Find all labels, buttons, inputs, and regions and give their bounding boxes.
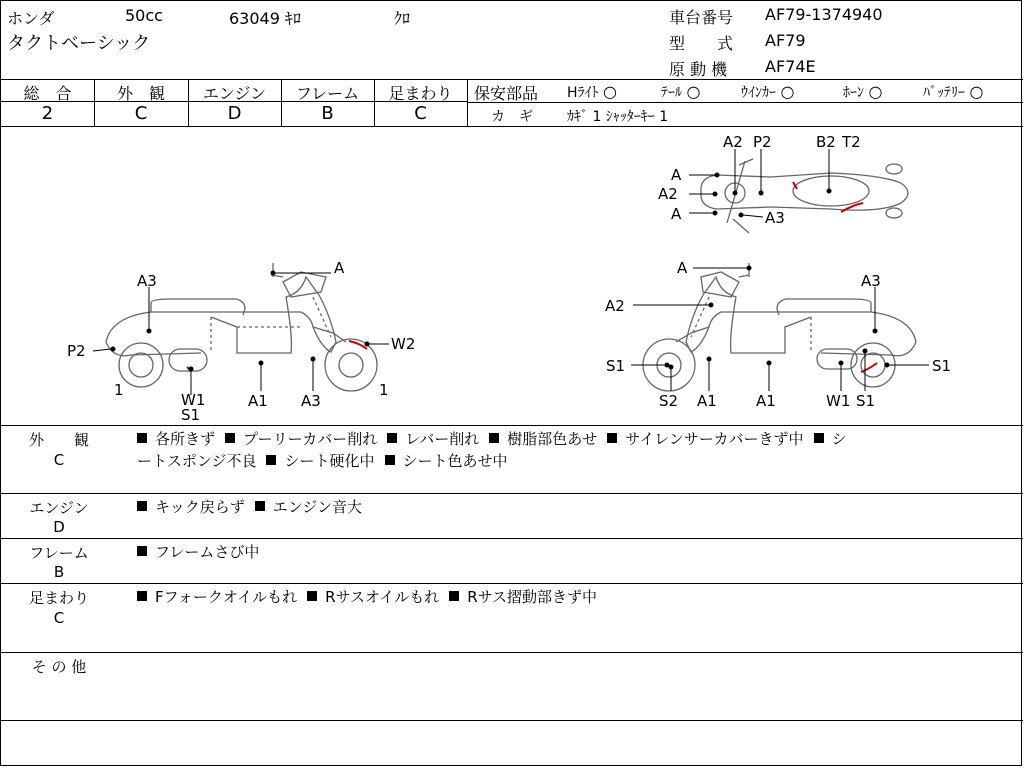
grade-engine-value: D xyxy=(227,103,242,124)
safety-battery: ﾊﾞｯﾃﾘｰ ○ xyxy=(923,82,984,101)
diagram-code: 1 xyxy=(379,381,389,399)
section-engine-grade: D xyxy=(53,518,65,536)
note-item: 各所きず xyxy=(137,430,215,448)
model-name: タクトベーシック xyxy=(7,33,151,54)
section-exterior-title: 外 観 xyxy=(28,431,89,449)
diagram-code: A3 xyxy=(301,392,321,410)
mileage: 63049 ｷﾛ xyxy=(229,9,301,28)
key-label: カ ギ xyxy=(491,109,533,125)
note-item: レバー削れ xyxy=(387,430,479,448)
divider xyxy=(1,538,1023,539)
section-other-title: そ の 他 xyxy=(31,658,87,676)
note-item: シート色あせ中 xyxy=(385,452,508,470)
diagram-code: W2 xyxy=(391,335,416,353)
diagram-code: S1 xyxy=(856,392,876,410)
grade-engine-label: エンジン xyxy=(202,84,267,103)
grade-frame-value: B xyxy=(321,103,334,124)
section-exterior-grade: C xyxy=(53,451,65,469)
diagram-code: A2 xyxy=(605,297,625,315)
key-value: ｶｷﾞ 1 ｼｬｯﾀｰｷｰ 1 xyxy=(567,109,669,125)
note-item: フレームさび中 xyxy=(137,543,259,561)
diagram-code: A xyxy=(334,259,345,277)
divider xyxy=(468,102,1023,103)
note-item: 樹脂部色あせ xyxy=(489,430,597,448)
section-suspension-grade: C xyxy=(53,609,65,627)
safety-taillight: ﾃｰﾙ ○ xyxy=(661,82,701,101)
right-leaders xyxy=(631,266,929,391)
diagram-code: A2 xyxy=(658,185,678,203)
note-item: キック戻らず xyxy=(137,498,245,516)
diagram-code: P2 xyxy=(753,133,772,151)
diagram-code: W1 xyxy=(826,392,851,410)
diagram-code: A xyxy=(677,259,688,277)
divider xyxy=(1,652,1023,653)
safety-headlight: Hﾗｲﾄ ○ xyxy=(567,82,617,101)
diagram-code: A xyxy=(671,205,682,223)
note-item: サイレンサーカバーきず中 xyxy=(607,430,803,448)
safety-winker: ｳｲﾝｶｰ ○ xyxy=(741,82,795,101)
section-frame-notes xyxy=(137,541,269,563)
grade-suspension-label: 足まわり xyxy=(388,84,453,103)
grade-exterior-label: 外 観 xyxy=(116,84,165,103)
section-frame-title: フレーム xyxy=(29,544,89,562)
chassis-value: AF79-1374940 xyxy=(765,5,883,24)
diagram-code: S1 xyxy=(606,357,626,375)
diagram-code: A xyxy=(671,166,682,184)
divider xyxy=(1,493,1023,494)
type-value: AF79 xyxy=(765,31,806,50)
grade-exterior-value: C xyxy=(134,103,148,124)
safety-horn: ﾎｰﾝ ○ xyxy=(843,82,883,101)
diagram-code: A3 xyxy=(765,209,785,227)
safety-label: 保安部品 xyxy=(474,84,539,103)
divider xyxy=(1,79,1023,80)
diagram-code: P2 xyxy=(67,342,86,360)
section-frame-grade: B xyxy=(53,563,65,581)
note-item: ートスポンジ不良 xyxy=(137,452,257,470)
note-item: エンジン音大 xyxy=(255,498,362,516)
note-item: Fフォークオイルもれ xyxy=(137,588,297,606)
type-label: 型 式 xyxy=(669,34,734,53)
diagram-code: A1 xyxy=(756,392,776,410)
diagram-code: A3 xyxy=(137,272,157,290)
diagram-code: S1 xyxy=(932,357,952,375)
diagram-code: B2 xyxy=(816,133,836,151)
diagram-code: 1 xyxy=(114,381,124,399)
section-engine-title: エンジン xyxy=(29,499,89,517)
section-suspension-notes xyxy=(137,586,607,608)
scooter-top-view xyxy=(701,159,908,233)
section-suspension-title: 足まわり xyxy=(28,589,89,607)
displacement: 50cc xyxy=(125,6,163,25)
note-item: Rサスオイルもれ xyxy=(307,588,439,606)
engine-label: 原 動 機 xyxy=(669,60,728,79)
grade-suspension-value: C xyxy=(414,103,427,124)
divider xyxy=(1,583,1023,584)
diagram-code: A1 xyxy=(697,392,717,410)
diagram-code: S1 xyxy=(181,406,201,424)
color: ｸﾛ xyxy=(394,9,411,28)
diagram-code: T2 xyxy=(842,133,861,151)
note-item: シート硬化中 xyxy=(266,452,374,470)
damage-mark xyxy=(861,363,877,372)
note-item: プーリーカバー削れ xyxy=(225,430,377,448)
section-exterior-notes xyxy=(137,428,857,472)
diagram-code: A3 xyxy=(861,272,881,290)
note-item: シ xyxy=(814,430,847,448)
diagram-code: S2 xyxy=(659,392,679,410)
note-item: Rサス摺動部きず中 xyxy=(449,588,597,606)
grade-total-value: 2 xyxy=(41,103,54,124)
chassis-label: 車台番号 xyxy=(669,8,734,27)
grade-frame-label: フレーム xyxy=(295,84,360,103)
diagram-code: A1 xyxy=(248,392,268,410)
maker: ホンダ xyxy=(7,9,55,28)
divider xyxy=(1,425,1023,426)
divider xyxy=(467,79,468,126)
damage-diagram xyxy=(1,127,1023,425)
diagram-code: A2 xyxy=(723,133,743,151)
section-engine-notes xyxy=(137,496,372,518)
grade-total-label: 総 合 xyxy=(23,84,72,103)
engine-value: AF74E xyxy=(765,57,816,76)
divider xyxy=(1,720,1023,721)
diagram-code: W1 xyxy=(181,391,206,409)
